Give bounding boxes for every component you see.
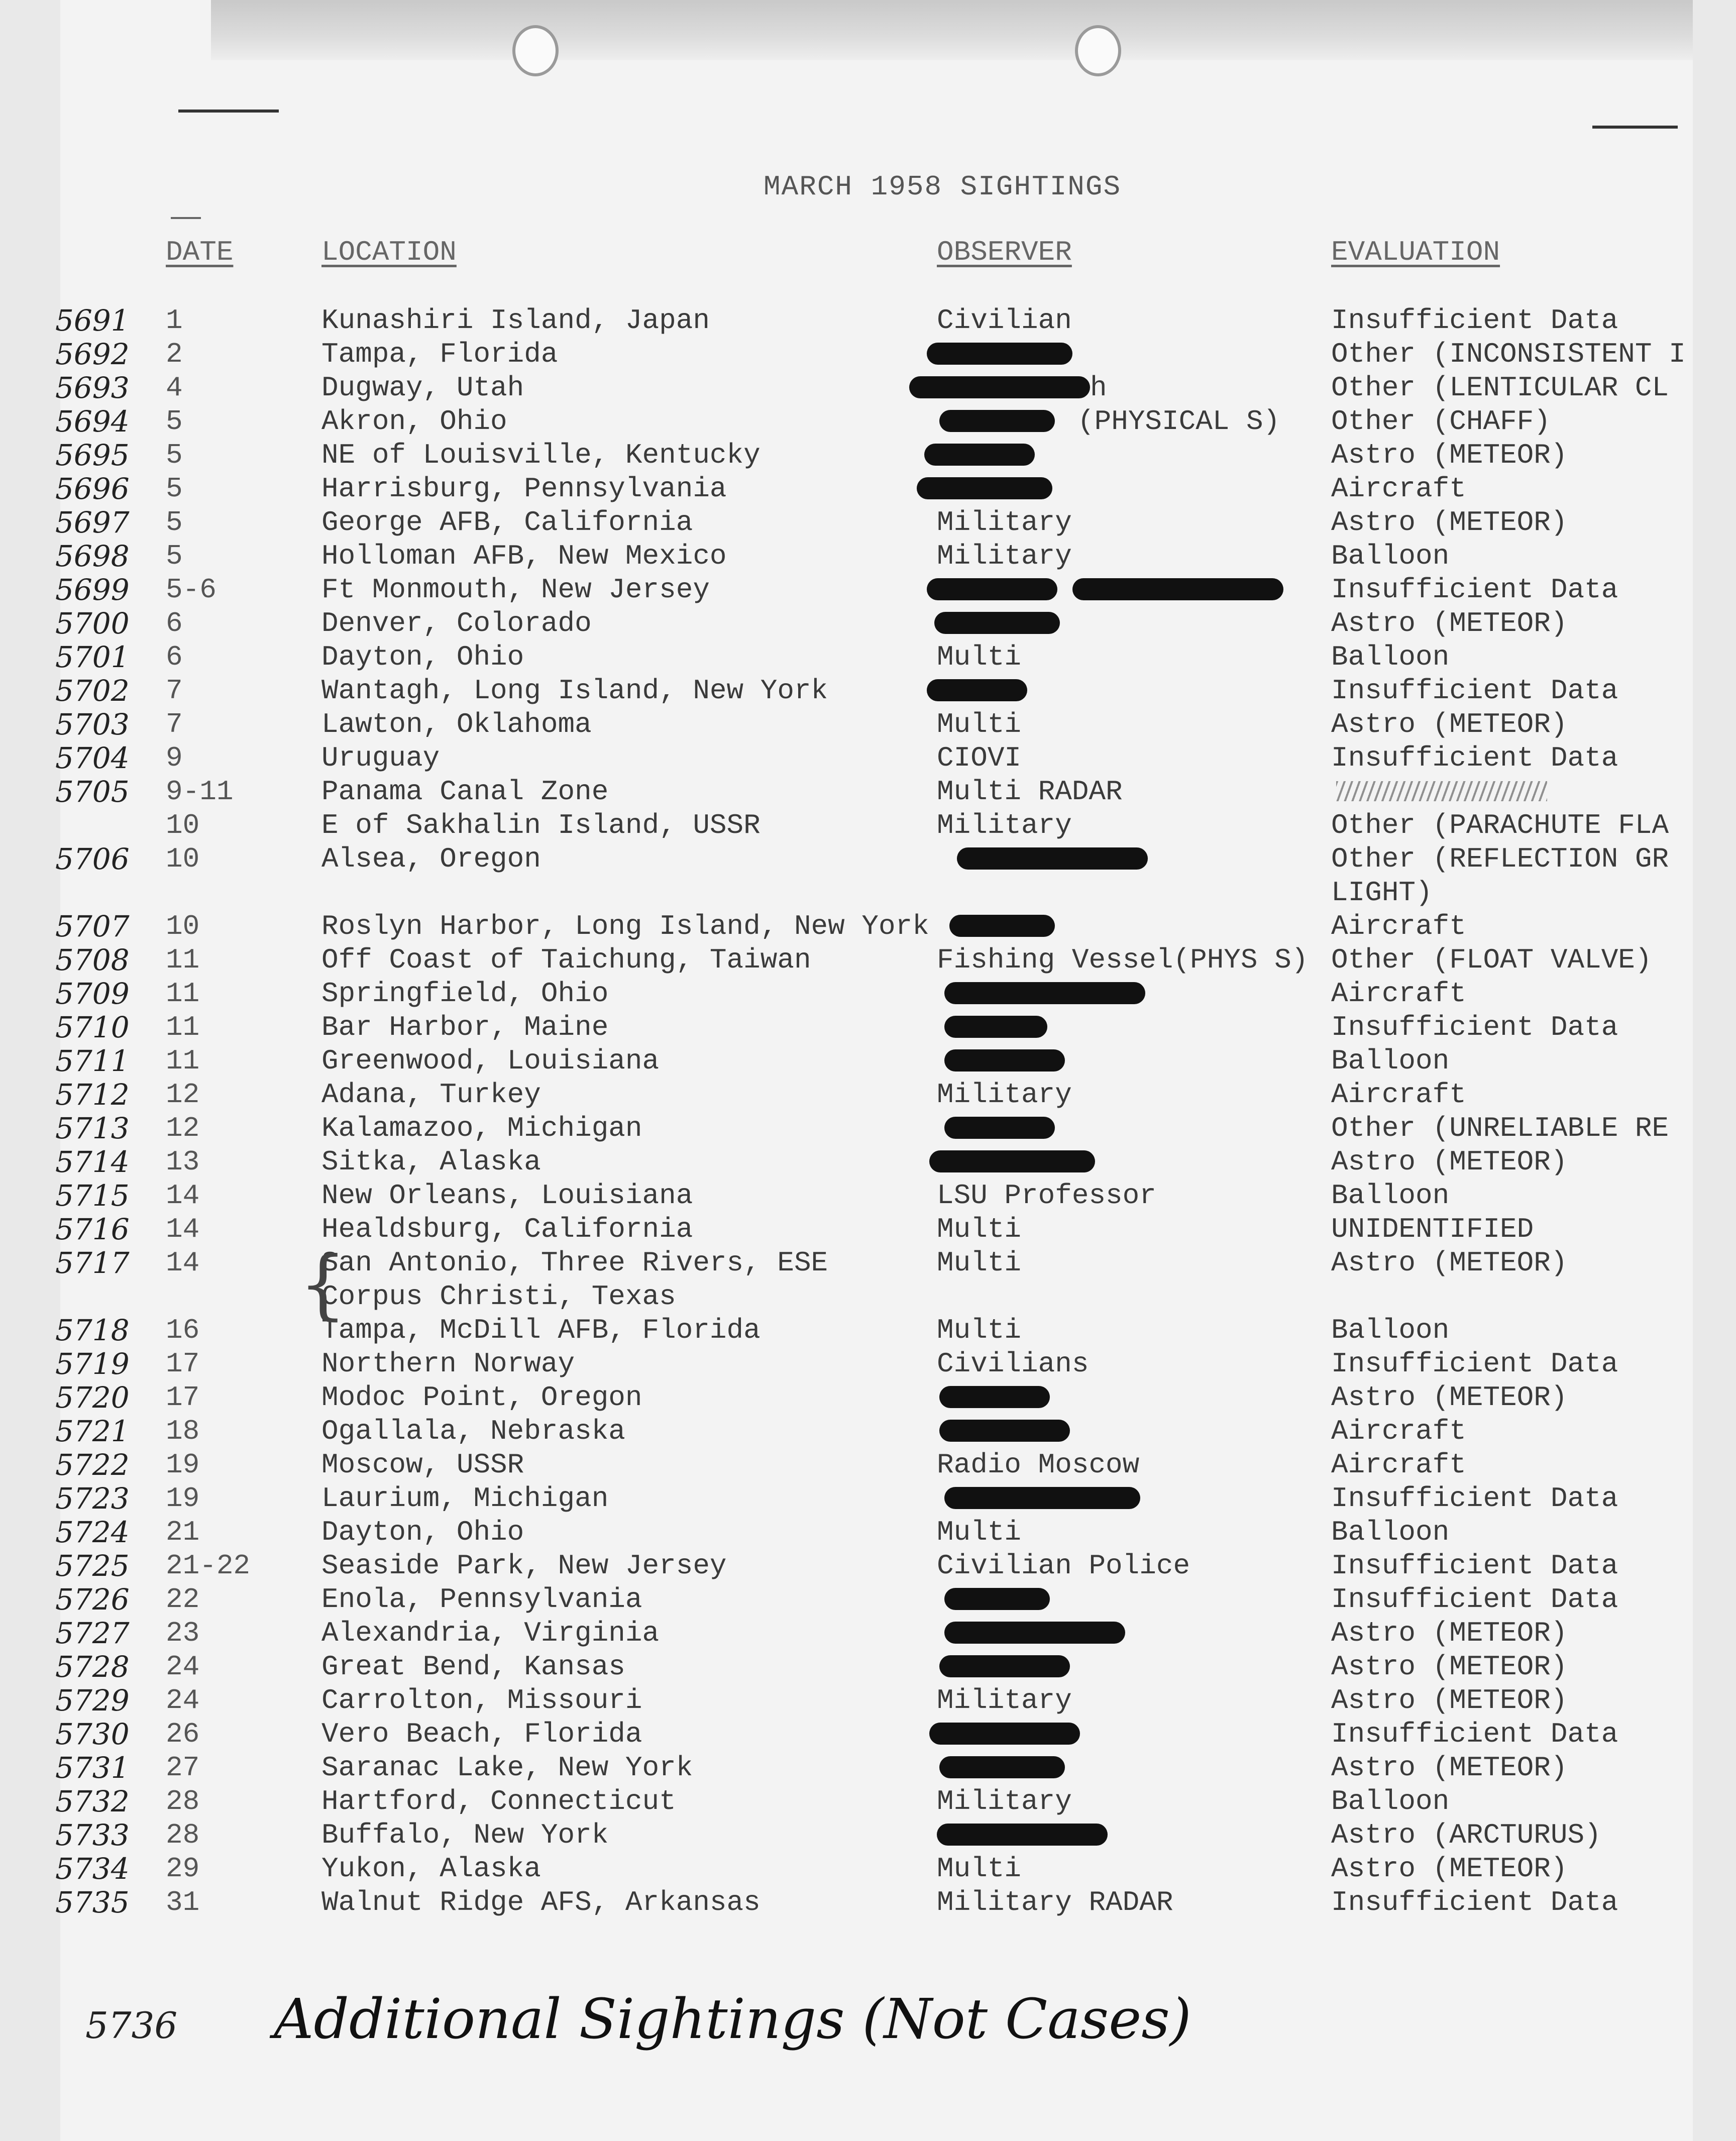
evaluation-cell: Insufficient Data [1331,1718,1618,1750]
case-number: 5731 [55,1751,130,1785]
case-number: 5722 [55,1448,130,1482]
date-cell: 10 [166,809,200,841]
date-cell: 10 [166,843,200,875]
handwritten-note: Additional Sightings (Not Cases) [274,1987,1191,2051]
redaction-bar [944,1016,1047,1038]
case-number: 5724 [55,1515,130,1549]
date-cell: 17 [166,1348,200,1380]
case-number: 5704 [55,741,130,775]
observer-cell: Multi [937,641,1022,673]
date-cell: 18 [166,1415,200,1447]
punch-hole [1075,25,1121,76]
header-observer: OBSERVER [937,236,1072,268]
date-cell: 11 [166,1011,200,1043]
observer-cell: h [1090,372,1107,404]
evaluation-cell: LIGHT) [1331,877,1433,909]
date-cell: 24 [166,1651,200,1683]
table-row [0,1617,1736,1650]
date-cell: 29 [166,1853,200,1885]
table-row [0,943,1736,977]
observer-cell: Military [937,1079,1072,1111]
evaluation-cell: Insufficient Data [1331,742,1618,774]
date-cell: 5 [166,473,183,505]
redaction-bar [937,1824,1108,1846]
location-cell: Bar Harbor, Maine [321,1011,609,1043]
case-number: 5714 [55,1145,130,1179]
evaluation-cell: Insufficient Data [1331,1348,1618,1380]
observer-cell: (PHYSICAL S) [1077,405,1280,438]
date-cell: 14 [166,1213,200,1245]
case-number: 5692 [55,337,130,371]
case-number: 5701 [55,640,130,674]
table-row [0,1213,1736,1246]
table-row [0,1112,1736,1145]
case-number: 5728 [55,1650,130,1684]
table-row [0,1314,1736,1347]
evaluation-cell: Other (PARACHUTE FLA [1331,809,1669,841]
observer-cell: Military [937,1684,1072,1717]
location-cell: Ogallala, Nebraska [321,1415,625,1447]
date-cell: 2 [166,338,183,370]
case-number: 5726 [55,1582,130,1617]
evaluation-cell: Aircraft [1331,1415,1466,1447]
observer-cell: Military [937,506,1072,539]
table-row [0,809,1736,842]
observer-cell: Civilian Police [937,1550,1190,1582]
case-number: 5700 [55,606,130,640]
case-number: 5711 [55,1044,130,1078]
case-number: 5732 [55,1784,130,1818]
date-cell: 5 [166,506,183,539]
table-row [0,1516,1736,1549]
case-number: 5696 [55,472,130,506]
case-number: 5715 [55,1179,130,1213]
observer-cell: Military [937,1785,1072,1817]
evaluation-cell: Astro (METEOR) [1331,1853,1568,1885]
observer-cell: Military RADAR [937,1886,1173,1918]
evaluation-cell: Astro (METEOR) [1331,1146,1568,1178]
observer-cell: Multi [937,708,1022,740]
case-number: 5723 [55,1481,130,1516]
evaluation-cell: UNIDENTIFIED [1331,1213,1534,1245]
redaction-bar [944,1588,1050,1610]
table-row [0,472,1736,506]
case-number: 5691 [55,303,130,338]
evaluation-cell: Balloon [1331,1785,1450,1817]
struck-through-text [1336,781,1547,801]
evaluation-cell: Other (LENTICULAR CL [1331,372,1669,404]
evaluation-cell: Insufficient Data [1331,1011,1618,1043]
evaluation-cell: Astro (METEOR) [1331,1381,1568,1414]
case-number: 5717 [55,1246,130,1280]
case-number: 5707 [55,909,130,943]
evaluation-cell: Other (CHAFF) [1331,405,1551,438]
evaluation-cell: Aircraft [1331,978,1466,1010]
date-cell: 11 [166,944,200,976]
evaluation-cell: Astro (METEOR) [1331,1752,1568,1784]
pen-mark [178,110,279,113]
date-cell: 12 [166,1112,200,1144]
table-row [0,1718,1736,1751]
header-dash [171,217,201,219]
table-row [0,1078,1736,1112]
table-row [0,640,1736,674]
redaction-bar [929,1150,1095,1172]
location-cell: Tampa, Florida [321,338,558,370]
location-cell: Dayton, Ohio [321,641,524,673]
case-number: 5698 [55,539,130,573]
pen-mark [1592,126,1678,129]
table-row [0,1818,1736,1852]
location-cell: NE of Louisville, Kentucky [321,439,761,471]
date-cell: 9 [166,742,183,774]
evaluation-cell: Insufficient Data [1331,1886,1618,1918]
location-cell: San Antonio, Three Rivers, ESE [321,1247,828,1279]
evaluation-cell: Other (INCONSISTENT I [1331,338,1686,370]
header-evaluation: EVALUATION [1331,236,1500,268]
evaluation-cell: Astro (METEOR) [1331,1247,1568,1279]
evaluation-cell: Insufficient Data [1331,304,1618,337]
location-cell: Lawton, Oklahoma [321,708,592,740]
date-cell: 28 [166,1819,200,1851]
observer-cell: Multi [937,1314,1022,1346]
location-cell: Ft Monmouth, New Jersey [321,574,710,606]
location-cell: George AFB, California [321,506,693,539]
evaluation-cell: Balloon [1331,540,1450,572]
date-cell: 14 [166,1247,200,1279]
date-cell: 22 [166,1583,200,1616]
case-number: 5729 [55,1683,130,1718]
date-cell: 28 [166,1785,200,1817]
redaction-bar [939,1655,1070,1677]
evaluation-cell: Other (FLOAT VALVE) [1331,944,1652,976]
case-number: 5720 [55,1380,130,1415]
date-cell: 6 [166,641,183,673]
table-row [0,338,1736,371]
table-row [0,876,1736,910]
date-cell: 21 [166,1516,200,1548]
redaction-bar [944,1487,1140,1509]
location-cell: New Orleans, Louisiana [321,1180,693,1212]
evaluation-cell: Insufficient Data [1331,574,1618,606]
redaction-bar [1072,578,1283,600]
date-cell: 19 [166,1449,200,1481]
redaction-bar [957,847,1148,870]
date-cell: 19 [166,1482,200,1515]
redaction-bar [944,1622,1125,1644]
observer-cell: Multi [937,1516,1022,1548]
redaction-bar [927,578,1057,600]
location-cell: Harrisburg, Pennsylvania [321,473,727,505]
redaction-bar [934,612,1060,634]
observer-cell: Military [937,540,1072,572]
location-cell: Wantagh, Long Island, New York [321,675,828,707]
observer-cell: Multi [937,1247,1022,1279]
case-number: 5708 [55,943,130,977]
table-row [0,371,1736,405]
table-row [0,1011,1736,1044]
observer-cell: Military [937,809,1072,841]
header-date: DATE [166,236,234,268]
date-cell: 31 [166,1886,200,1918]
case-number: 5725 [55,1549,130,1583]
location-cell: Kalamazoo, Michigan [321,1112,642,1144]
redaction-bar [939,410,1055,432]
case-number: 5713 [55,1111,130,1145]
case-number: 5718 [55,1313,130,1347]
table-row [0,1583,1736,1617]
table-row [0,1448,1736,1482]
case-number: 5709 [55,977,130,1011]
page-title: MARCH 1958 SIGHTINGS [764,171,1122,203]
date-cell: 4 [166,372,183,404]
redaction-bar [929,1723,1080,1745]
table-row [0,1145,1736,1179]
table-row [0,1549,1736,1583]
evaluation-cell: Astro (METEOR) [1331,1651,1568,1683]
date-cell: 23 [166,1617,200,1649]
location-cell: Panama Canal Zone [321,776,609,808]
date-cell: 5 [166,540,183,572]
table-row [0,1347,1736,1381]
case-number: 5699 [55,573,130,607]
redaction-bar [939,1420,1070,1442]
table-row [0,1381,1736,1415]
redaction-bar [944,982,1145,1004]
location-cell: Akron, Ohio [321,405,507,438]
table-row [0,540,1736,573]
redaction-bar [949,915,1055,937]
location-cell: Alsea, Oregon [321,843,541,875]
location-cell: Springfield, Ohio [321,978,609,1010]
observer-cell: Multi RADAR [937,776,1123,808]
evaluation-cell: Balloon [1331,1516,1450,1548]
location-cell: Greenwood, Louisiana [321,1045,660,1077]
location-cell: Holloman AFB, New Mexico [321,540,727,572]
table-row [0,1751,1736,1785]
scan-top-edge [211,0,1693,60]
location-cell: Enola, Pennsylvania [321,1583,642,1616]
observer-cell: CIOVI [937,742,1022,774]
case-number: 5705 [55,775,130,809]
location-cell: Roslyn Harbor, Long Island, New York [321,910,929,942]
case-number: 5730 [55,1717,130,1751]
observer-cell: Civilian [937,304,1072,337]
location-cell: Dayton, Ohio [321,1516,524,1548]
evaluation-cell: Aircraft [1331,473,1466,505]
case-number: 5727 [55,1616,130,1650]
table-row [0,1650,1736,1684]
evaluation-cell: Balloon [1331,1045,1450,1077]
date-cell: 11 [166,978,200,1010]
observer-cell: Fishing Vessel(PHYS S) [937,944,1309,976]
table-row [0,1280,1736,1314]
date-cell: 1 [166,304,183,337]
location-cell: Carrolton, Missouri [321,1684,642,1717]
location-cell: Great Bend, Kansas [321,1651,625,1683]
date-cell: 24 [166,1684,200,1717]
observer-cell: Multi [937,1213,1022,1245]
evaluation-cell: Other (REFLECTION GR [1331,843,1669,875]
table-row [0,439,1736,472]
location-cell: Hartford, Connecticut [321,1785,676,1817]
evaluation-cell: Astro (METEOR) [1331,1617,1568,1649]
table-row [0,573,1736,607]
case-number: 5710 [55,1010,130,1044]
location-cell: Laurium, Michigan [321,1482,609,1515]
case-number: 5719 [55,1347,130,1381]
location-cell: Alexandria, Virginia [321,1617,660,1649]
location-cell: Kunashiri Island, Japan [321,304,710,337]
location-cell: Northern Norway [321,1348,575,1380]
evaluation-cell: Insufficient Data [1331,675,1618,707]
evaluation-cell: Balloon [1331,1314,1450,1346]
location-cell: Walnut Ridge AFS, Arkansas [321,1886,761,1918]
evaluation-cell: Insufficient Data [1331,1482,1618,1515]
date-cell: 5-6 [166,574,216,606]
table-row [0,1886,1736,1919]
observer-cell: Civilians [937,1348,1089,1380]
evaluation-cell: Astro (METEOR) [1331,708,1568,740]
evaluation-cell: Astro (ARCTURUS) [1331,1819,1601,1851]
location-cell: Off Coast of Taichung, Taiwan [321,944,811,976]
punch-hole [512,25,559,76]
case-number: 5706 [55,842,130,876]
date-cell: 7 [166,675,183,707]
case-number: 5733 [55,1818,130,1852]
observer-cell: LSU Professor [937,1180,1156,1212]
date-cell: 14 [166,1180,200,1212]
date-cell: 13 [166,1146,200,1178]
location-cell: Yukon, Alaska [321,1853,541,1885]
redaction-bar [944,1117,1055,1139]
location-cell: Modoc Point, Oregon [321,1381,642,1414]
location-cell: Vero Beach, Florida [321,1718,642,1750]
case-number: 5721 [55,1414,130,1448]
table-row [0,1852,1736,1886]
date-cell: 16 [166,1314,200,1346]
case-number: 5694 [55,404,130,439]
table-row [0,741,1736,775]
evaluation-cell: Astro (METEOR) [1331,1684,1568,1717]
table-row [0,910,1736,943]
location-cell: Denver, Colorado [321,607,592,639]
evaluation-cell: Astro (METEOR) [1331,607,1568,639]
location-cell: Healdsburg, California [321,1213,693,1245]
redaction-bar [924,444,1035,466]
location-cell: Tampa, McDill AFB, Florida [321,1314,761,1346]
case-number: 5702 [55,674,130,708]
date-cell: 10 [166,910,200,942]
table-row [0,842,1736,876]
case-number: 5697 [55,505,130,540]
case-number: 5695 [55,438,130,472]
location-cell: Buffalo, New York [321,1819,609,1851]
table-row [0,1415,1736,1448]
date-cell: 7 [166,708,183,740]
case-number: 5693 [55,371,130,405]
case-number: 5712 [55,1078,130,1112]
redaction-bar [944,1049,1065,1072]
date-cell: 26 [166,1718,200,1750]
location-cell: Sitka, Alaska [321,1146,541,1178]
location-cell: Saranac Lake, New York [321,1752,693,1784]
footer-case-number: 5736 [85,2004,178,2047]
redaction-bar [939,1386,1050,1408]
evaluation-cell: Balloon [1331,641,1450,673]
table-row [0,1785,1736,1818]
table-row [0,1044,1736,1078]
date-cell: 6 [166,607,183,639]
date-cell: 9-11 [166,776,234,808]
evaluation-cell: Aircraft [1331,1079,1466,1111]
table-row [0,708,1736,741]
case-number: 5735 [55,1885,130,1919]
redaction-bar [927,679,1027,701]
table-row [0,1482,1736,1516]
evaluation-cell: Aircraft [1331,910,1466,942]
date-cell: 5 [166,405,183,438]
case-number: 5716 [55,1212,130,1246]
table-row [0,405,1736,439]
table-row [0,977,1736,1011]
header-location: LOCATION [321,236,457,268]
evaluation-cell: Insufficient Data [1331,1550,1618,1582]
evaluation-cell: Balloon [1331,1180,1450,1212]
table-row [0,1246,1736,1280]
date-cell: 11 [166,1045,200,1077]
observer-cell: Multi [937,1853,1022,1885]
case-number: 5734 [55,1852,130,1886]
location-cell: Dugway, Utah [321,372,524,404]
table-row [0,674,1736,708]
case-number: 5703 [55,707,130,741]
evaluation-cell: Astro (METEOR) [1331,506,1568,539]
evaluation-cell: Other (UNRELIABLE RE [1331,1112,1669,1144]
evaluation-cell: Aircraft [1331,1449,1466,1481]
table-row [0,607,1736,640]
table-row [0,1179,1736,1213]
date-cell: 27 [166,1752,200,1784]
location-cell: E of Sakhalin Island, USSR [321,809,761,841]
redaction-bar [939,1756,1065,1778]
observer-cell: Radio Moscow [937,1449,1140,1481]
table-row [0,1684,1736,1718]
evaluation-cell: Insufficient Data [1331,1583,1618,1616]
location-cell: Moscow, USSR [321,1449,524,1481]
location-cell: Seaside Park, New Jersey [321,1550,727,1582]
date-cell: 12 [166,1079,200,1111]
date-cell: 5 [166,439,183,471]
redaction-bar [917,477,1052,499]
location-cell: Adana, Turkey [321,1079,541,1111]
date-cell: 17 [166,1381,200,1414]
evaluation-cell: Astro (METEOR) [1331,439,1568,471]
table-row [0,506,1736,540]
date-cell: 21-22 [166,1550,251,1582]
location-cell: Uruguay [321,742,440,774]
table-row [0,304,1736,338]
redaction-bar [909,376,1090,398]
redaction-bar [927,343,1072,365]
location-cell: Corpus Christi, Texas [321,1280,676,1313]
bracket-mark: { [299,1241,347,1328]
